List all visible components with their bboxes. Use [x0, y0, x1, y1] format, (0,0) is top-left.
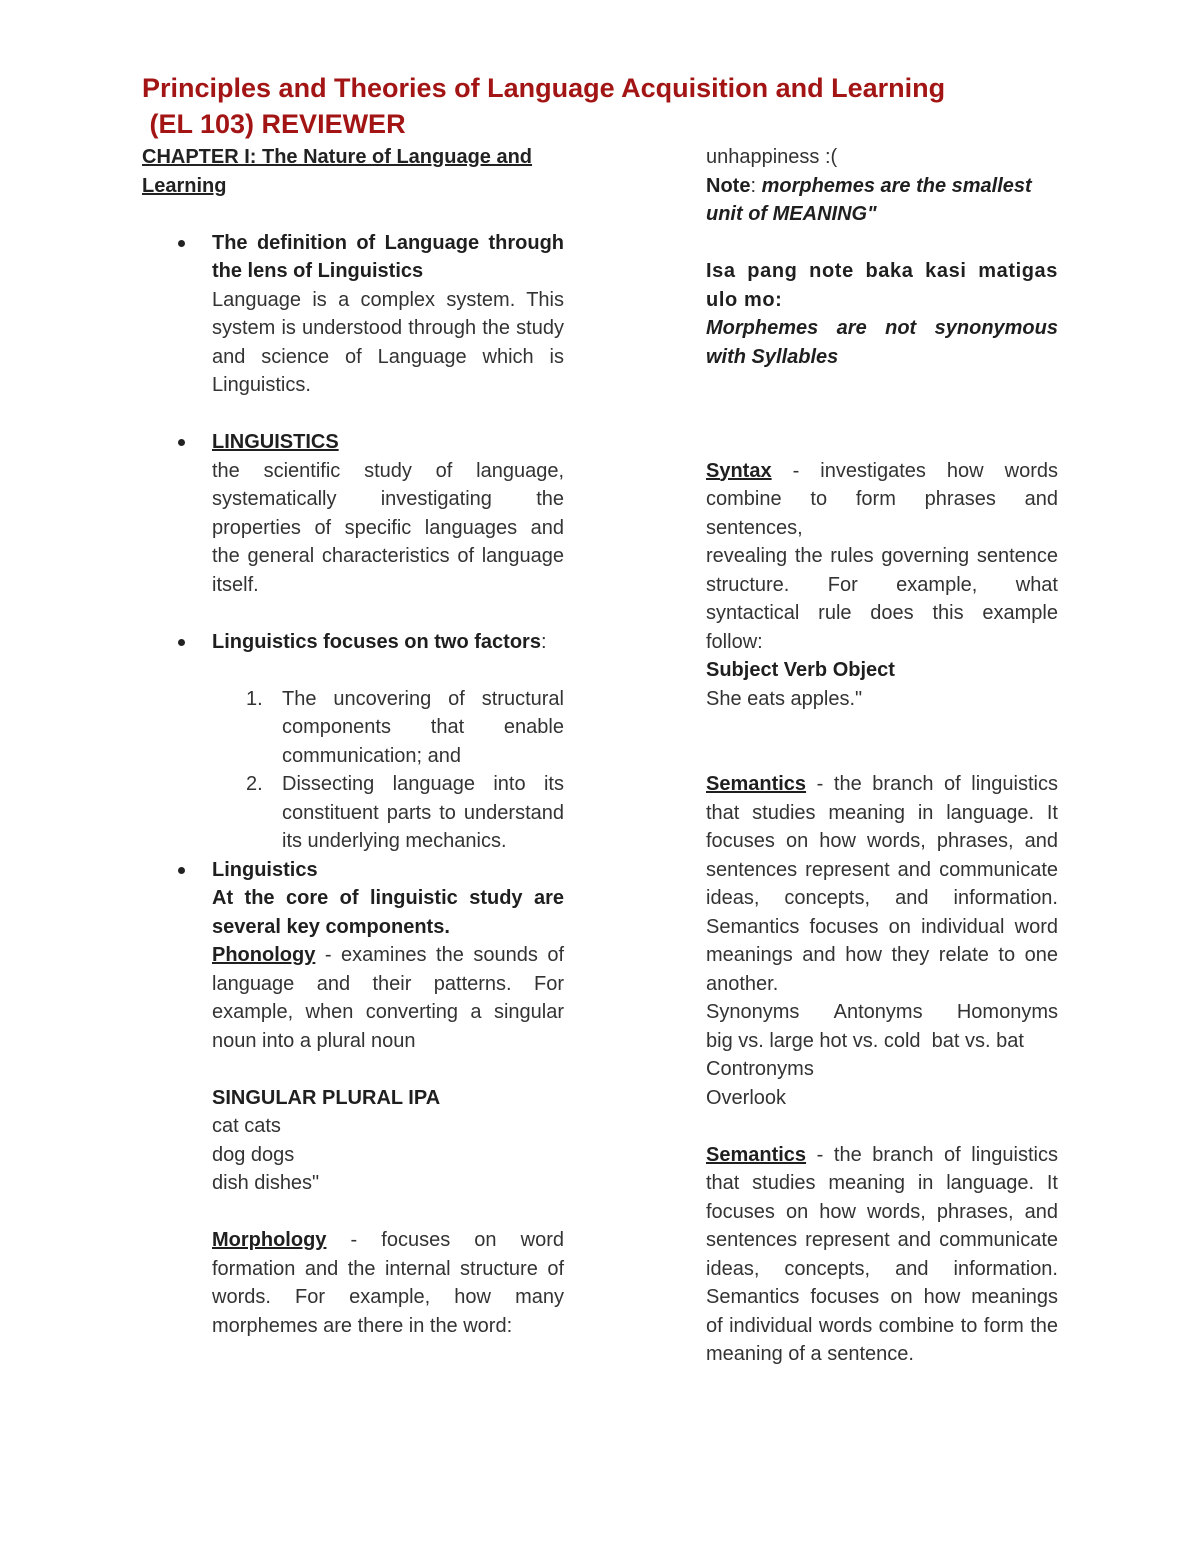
numbered-item-1-text: The uncovering of structural components that enable communication; and [282, 687, 564, 767]
title-line-1: Principles and Theories of Language Acquisition and Learning [142, 73, 946, 103]
nym-synonyms: Synonyms [706, 1001, 800, 1023]
syntax-text: - investigates how words combine to form phrases and sentences, [706, 459, 1058, 539]
nym-examples-row: big vs. large hot vs. cold bat vs. bat [706, 1029, 1024, 1052]
morphology-paragraph [212, 1226, 564, 1340]
phonology-text: - examines the sounds of language and their patterns. For example, when converting a singular noun into a plural noun [212, 944, 564, 1052]
bullet-definition-title: The definition of Language through the lens of Linguistics [212, 231, 564, 282]
right-column [706, 143, 1058, 1369]
semantics-label-2: Semantics [706, 1143, 807, 1166]
svo-heading: Subject Verb Object [706, 659, 895, 681]
semantics-label-1: Semantics [706, 773, 807, 795]
syntax-label: Syntax [706, 459, 772, 482]
overlook-example: Overlook [706, 1086, 787, 1109]
morphology-label: Morphology [212, 1229, 327, 1251]
syntax-paragraph [706, 457, 1058, 543]
plural-row-3: dish dishes" [212, 1172, 320, 1194]
semantics-paragraph-2 [706, 1141, 1058, 1369]
numbered-item-2-number: 2. [246, 773, 263, 795]
unhappiness-word: unhappiness :( [706, 146, 838, 168]
plural-row-1: cat cats [212, 1115, 281, 1137]
bullet-dot-icon [178, 439, 185, 446]
bullet-focus-title [212, 628, 564, 657]
bullet-components-subtitle: At the core of linguistic study are several key components. [212, 887, 564, 938]
nym-types-row [706, 998, 1058, 1027]
contronyms-label: Contronyms [706, 1058, 814, 1080]
nym-homonyms: Homonyms [956, 1001, 1058, 1023]
note-paragraph [706, 172, 1058, 229]
semantics-paragraph-1 [706, 770, 1058, 998]
document-title [142, 70, 1102, 142]
semantics-text-1: - the branch of linguistics that studies meaning in language. It focuses on how words, phrases, and sentences represent and communicate ideas, concepts, and information. Semantics focuses on individual word meanings and how they relate to one another. [706, 773, 1058, 995]
nym-antonyms: Antonyms [833, 1001, 923, 1023]
title-line-2: (EL 103) REVIEWER [142, 109, 406, 139]
plural-row-2: dog dogs [212, 1143, 295, 1166]
bullet-dot-icon [178, 867, 185, 874]
plural-table-header: SINGULAR PLURAL IPA [212, 1086, 441, 1109]
isa-note: Isa pang note baka kasi matigas ulo mo: [706, 260, 1058, 311]
morphology-text: - focuses on word formation and the internal structure of words. For example, how many morphemes are there in the word: [212, 1229, 564, 1337]
numbered-item-1 [142, 685, 564, 771]
semantics-text-2: - the branch of linguistics that studies meaning in language. It focuses on how words, phrases, and sentences represent and communicate ideas, concepts, and information. Semantics focuses on how meanings of individual words combine to form the meaning of a sentence. [706, 1143, 1058, 1365]
bullet-components-title: Linguistics [212, 858, 318, 881]
bullet-linguistics [142, 428, 564, 599]
note-text: morphemes are the smallest unit of MEANING" [706, 174, 1032, 225]
syntax-paragraph-2: revealing the rules governing sentence structure. For example, what syntactical rule does this example follow: [706, 545, 1058, 653]
bullet-focus-colon: : [540, 630, 547, 653]
bullet-dot-icon [178, 639, 185, 646]
svo-example: She eats apples." [706, 687, 863, 710]
left-column [142, 143, 564, 1340]
bullet-dot-icon [178, 240, 185, 247]
bullet-focus [142, 628, 564, 657]
phonology-label: Phonology [212, 944, 316, 966]
bullet-definition-body: Language is a complex system. This system is understood through the study and science of Language which is Linguistics. [212, 288, 564, 396]
bullet-linguistics-body: the scientific study of language, systematically investigating the properties of specific languages and the general characteristics of language itself. [212, 459, 564, 596]
note-label: Note [706, 174, 751, 197]
chapter-heading: CHAPTER I: The Nature of Language and Learning [142, 146, 533, 197]
numbered-item-1-number: 1. [246, 687, 263, 710]
bullet-components [142, 856, 564, 1341]
phonology-paragraph [212, 941, 564, 1055]
isa-note-italic: Morphemes are not synonymous with Syllables [706, 317, 1058, 368]
bullet-linguistics-title: LINGUISTICS [212, 431, 339, 453]
note-colon: : [750, 174, 762, 197]
numbered-item-2 [142, 770, 564, 856]
numbered-item-2-text: Dissecting language into its constituent parts to understand its underlying mechanics. [282, 773, 564, 852]
bullet-focus-title-text: Linguistics focuses on two factors [212, 630, 541, 653]
bullet-definition [142, 229, 564, 400]
